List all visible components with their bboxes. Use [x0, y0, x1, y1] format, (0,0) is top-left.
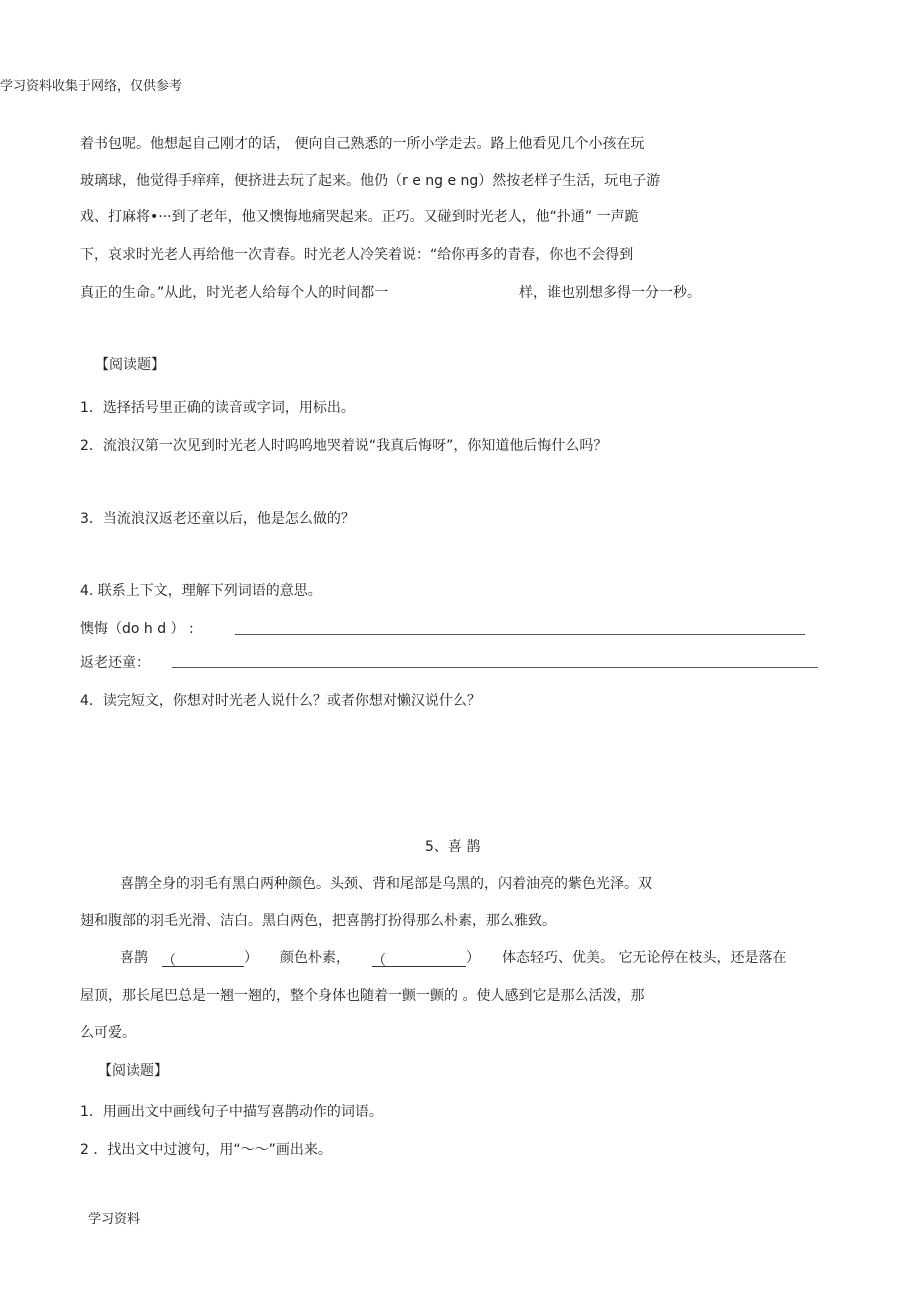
section-heading: 【阅读题】 [95, 357, 165, 373]
question-1: 1．用画出文中画线句子中描写喜鹊动作的词语。 [80, 1104, 383, 1120]
fill-blank[interactable] [162, 952, 244, 967]
paragraph-line: 么可爱。 [80, 1025, 136, 1041]
question-2: 2 ．找出文中过渡句，用“～～”画出来。 [80, 1142, 332, 1158]
section-heading: 【阅读题】 [98, 1063, 168, 1079]
bracket-open: （ [372, 953, 386, 969]
bracket-close: ） [466, 950, 480, 966]
story-line: 戏、打麻将•···到了老年，他又懊悔地痛哭起来。正巧。又碰到时光老人，他“扑通” 一声跪 [80, 209, 639, 225]
question-3: 3．当流浪汉返老还童以后，他是怎么做的？ [80, 511, 355, 527]
question-2: 2．流浪汉第一次见到时光老人时呜呜地哭着说“我真后悔呀”，你知道他后悔什么吗？ [80, 438, 608, 454]
term-label: 懊悔（do h d ） : [80, 621, 194, 637]
paragraph-line: 翅和腹部的羽毛光滑、洁白。黑白两色，把喜鹊打扮得那么朴素，那么雅致。 [80, 913, 556, 929]
paragraph-text: 体态轻巧、优美。 它无论停在枝头，还是落在 [502, 950, 787, 966]
term-label: 返老还童： [80, 655, 150, 671]
story-line: 下，哀求时光老人再给他一次青春。时光老人冷笑着说：“给你再多的青春，你也不会得到 [80, 247, 634, 263]
story-line: 样，谁也别想多得一分一秒。 [519, 285, 701, 301]
story-line: 玻璃球，他觉得手痒痒，便挤进去玩了起来。他仍（r e ng e ng）然按老样子生活，玩电子游 [80, 173, 661, 189]
paragraph-text: 颜色朴素， [280, 950, 350, 966]
footer-note: 学习资料 [88, 1212, 141, 1227]
paragraph-text: 喜鹊 [120, 950, 148, 966]
question-1: 1．选择括号里正确的读音或字词，用标出。 [80, 400, 355, 416]
passage-title: 5、喜 鹊 [425, 839, 481, 855]
answer-line[interactable] [172, 667, 818, 668]
bracket-close: ） [244, 950, 258, 966]
paragraph-line [120, 949, 786, 967]
paragraph-line: 喜鹊全身的羽毛有黑白两种颜色。头颈、背和尾部是乌黑的，闪着油亮的紫色光泽。双 [120, 876, 652, 892]
bracket-open: （ [162, 953, 176, 969]
story-line: 真正的生命。”从此，时光老人给每个人的时间都一 [80, 285, 389, 301]
question-5: 4．读完短文，你想对时光老人说什么？或者你想对懒汉说什么？ [80, 693, 481, 709]
header-note: 学习资料收集于网络，仅供参考 [0, 79, 183, 94]
question-4: 4. 联系上下文，理解下列词语的意思。 [80, 583, 322, 599]
paragraph-line: 屋顶，那长尾巴总是一翘一翘的，整个身体也随着一颤一颤的 。使人感到它是那么活泼，那 [80, 988, 645, 1004]
fill-blank[interactable] [372, 952, 466, 967]
story-line: 着书包呢。他想起自己刚才的话， 便向自己熟悉的一所小学走去。路上他看见几个小孩在玩 [80, 136, 645, 152]
answer-line[interactable] [235, 634, 805, 635]
